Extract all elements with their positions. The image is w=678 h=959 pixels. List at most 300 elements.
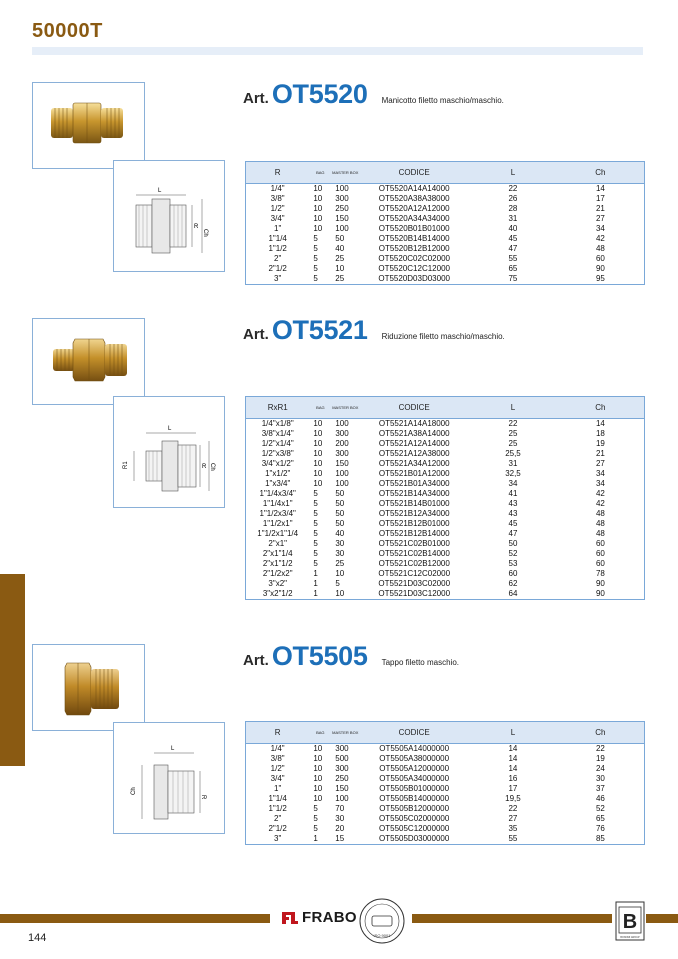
- table-cell-code: OT5521B01A34000: [378, 479, 450, 488]
- table-cell-bag: 5: [313, 549, 318, 558]
- table-cell-master: 300: [335, 764, 349, 773]
- table-cell-master: 100: [335, 794, 349, 803]
- technical-drawing-ot5520: [113, 160, 225, 272]
- table-cell-size: 1"1/4: [246, 234, 310, 244]
- table-cell-ch: 19: [557, 754, 645, 764]
- table-cell-code: OT5521C02B12000: [378, 559, 450, 568]
- table-cell-l: 75: [469, 274, 557, 285]
- table-cell-size: 3/4": [246, 774, 310, 784]
- table-cell-size: 2"1/2: [246, 264, 310, 274]
- table-cell-size: 3/4": [246, 214, 310, 224]
- footer-bar: [646, 914, 678, 923]
- table-row: [246, 429, 645, 439]
- table-cell-master: 50: [335, 234, 345, 243]
- table-cell-l: 53: [508, 559, 518, 568]
- table-cell-size: 1"1/4: [246, 794, 310, 804]
- table-row: [246, 489, 645, 499]
- table-cell-l: 45: [508, 234, 518, 243]
- table-cell-bag: 5: [309, 274, 331, 285]
- column-header: CODICE: [359, 397, 469, 419]
- table-cell-size: 2"1/2x2": [246, 569, 310, 579]
- table-cell-code: OT5520A14A14000: [378, 184, 450, 193]
- technical-drawing-ot5505: [113, 722, 225, 834]
- table-cell-ch: 34: [557, 479, 645, 489]
- table-cell-bag: 5: [313, 804, 318, 813]
- table-cell-size: 1"1/2x1": [246, 519, 310, 529]
- spec-table-ot5520: [245, 161, 645, 285]
- table-cell-code: OT5505A12000000: [379, 764, 450, 773]
- table-cell-master: 30: [335, 814, 345, 823]
- table-cell-ch: 90: [557, 264, 645, 274]
- table-cell-code: OT5505B01000000: [379, 784, 450, 793]
- table-cell-l: 14: [508, 764, 518, 773]
- table-row: [246, 764, 645, 774]
- table-cell-code: OT5505A14000000: [379, 744, 450, 753]
- column-header: BAG: [309, 722, 331, 744]
- article-heading-ot5505: [243, 641, 459, 672]
- table-cell-bag: 10: [313, 429, 323, 438]
- table-cell-l: 25: [508, 429, 518, 438]
- table-cell-bag: 10: [313, 459, 323, 468]
- column-header: R: [246, 722, 310, 744]
- table-cell-code: OT5521A12A38000: [378, 449, 450, 458]
- table-cell-l: 16: [508, 774, 518, 783]
- series-title: 50000T: [32, 20, 103, 42]
- table-cell-master: 150: [335, 214, 349, 223]
- table-cell-code: OT5505A34000000: [379, 774, 450, 783]
- group-badge-text: BONOMI GROUP: [620, 936, 640, 939]
- dim-label-r: R: [200, 795, 206, 800]
- table-cell-bag: 5: [313, 264, 318, 273]
- product-photo-ot5505: [32, 644, 145, 731]
- table-cell-l: 43: [508, 499, 518, 508]
- table-row: [246, 509, 645, 519]
- column-header: MASTER BOX: [331, 162, 359, 184]
- table-cell-code: OT5521A38A14000: [378, 429, 450, 438]
- column-header: MASTER BOX: [331, 397, 359, 419]
- table-cell-size: 1"1/2x1"1/4: [246, 529, 310, 539]
- table-cell-l: 55: [469, 834, 557, 845]
- table-cell-l: 25: [508, 439, 518, 448]
- table-cell-ch: 34: [557, 224, 645, 234]
- table-cell-ch: 95: [557, 274, 645, 285]
- table-cell-code: OT5505D03000000: [359, 834, 469, 845]
- dim-label-l: L: [171, 746, 175, 752]
- table-cell-ch: 90: [557, 589, 645, 600]
- column-header: CODICE: [359, 722, 469, 744]
- table-cell-l: 31: [508, 459, 518, 468]
- table-cell-l: 60: [508, 569, 518, 578]
- table-cell-bag: 10: [313, 794, 323, 803]
- table-cell-master: 40: [335, 529, 345, 538]
- table-cell-bag: 10: [313, 754, 323, 763]
- table-cell-ch: 17: [557, 194, 645, 204]
- table-cell-code: OT5505C02000000: [379, 814, 450, 823]
- table-cell-size: 2"x1"1/4: [246, 549, 310, 559]
- table-cell-size: 2"x1"1/2: [246, 559, 310, 569]
- table-cell-l: 52: [508, 549, 518, 558]
- table-row: [246, 579, 645, 589]
- table-cell-size: 2"x1": [246, 539, 310, 549]
- table-cell-code: OT5521B12B01000: [378, 519, 450, 528]
- table-cell-ch: 76: [557, 824, 645, 834]
- table-row: [246, 744, 645, 755]
- table-header-row: [246, 722, 645, 744]
- table-cell-master: 50: [335, 519, 345, 528]
- table-cell-size: 1"1/2: [246, 244, 310, 254]
- table-cell-bag: 1: [309, 834, 331, 845]
- table-row: [246, 814, 645, 824]
- table-cell-ch: 34: [557, 469, 645, 479]
- table-cell-code: OT5521D03C12000: [359, 589, 469, 600]
- table-cell-master: 500: [335, 754, 349, 763]
- table-cell-ch: 60: [557, 559, 645, 569]
- table-cell-ch: 48: [557, 529, 645, 539]
- table-cell-bag: 10: [313, 194, 323, 203]
- table-cell-size: 2": [246, 814, 310, 824]
- art-prefix: Art.: [243, 326, 269, 343]
- table-cell-ch: 21: [557, 449, 645, 459]
- table-row: [246, 419, 645, 430]
- table-cell-master: 10: [335, 264, 345, 273]
- table-cell-size: 1/2"x1/4": [246, 439, 310, 449]
- art-code: OT5521: [271, 315, 368, 345]
- column-header: BAG: [309, 397, 331, 419]
- table-cell-l: 32,5: [505, 469, 521, 478]
- table-cell-l: 26: [508, 194, 518, 203]
- table-cell-ch: 22: [557, 744, 645, 755]
- table-cell-master: 250: [335, 774, 349, 783]
- table-cell-l: 62: [508, 579, 518, 588]
- table-cell-l: 31: [508, 214, 518, 223]
- dim-label-l: L: [158, 188, 162, 194]
- dim-label-r: R: [194, 224, 199, 230]
- product-photo-ot5521: [32, 318, 145, 405]
- table-cell-bag: 5: [313, 509, 318, 518]
- table-cell-ch: 37: [557, 784, 645, 794]
- technical-drawing-ot5521: [113, 396, 225, 508]
- table-cell-ch: 60: [557, 539, 645, 549]
- table-cell-bag: 10: [313, 479, 323, 488]
- table-cell-ch: 42: [557, 489, 645, 499]
- table-cell-l: 34: [508, 479, 518, 488]
- table-cell-size: 3/4"x1/2": [246, 459, 310, 469]
- table-cell-master: 25: [331, 274, 359, 285]
- table-cell-ch: 60: [557, 549, 645, 559]
- column-header: RxR1: [246, 397, 310, 419]
- table-cell-l: 50: [508, 539, 518, 548]
- table-cell-master: 15: [331, 834, 359, 845]
- table-row: [246, 214, 645, 224]
- table-cell-l: 45: [508, 519, 518, 528]
- table-cell-ch: 27: [557, 214, 645, 224]
- table-cell-bag: 10: [313, 184, 323, 193]
- dim-label-r1: R1: [123, 461, 129, 469]
- table-cell-code: OT5520D03D03000: [359, 274, 469, 285]
- table-cell-master: 70: [335, 804, 345, 813]
- table-cell-size: 1": [246, 784, 310, 794]
- table-cell-l: 14: [508, 754, 518, 763]
- table-cell-master: 150: [335, 459, 349, 468]
- table-row: [246, 804, 645, 814]
- table-cell-code: OT5521B14A34000: [378, 489, 450, 498]
- seal-text: ISO 9001: [373, 933, 391, 938]
- table-cell-size: 3"x2"1/2: [246, 589, 310, 600]
- table-row: [246, 529, 645, 539]
- table-cell-l: 55: [508, 254, 518, 263]
- table-row: [246, 539, 645, 549]
- spec-table-ot5521: [245, 396, 645, 600]
- table-cell-size: 1": [246, 224, 310, 234]
- table-cell-master: 50: [335, 509, 345, 518]
- table-cell-l: 41: [508, 489, 518, 498]
- table-cell-size: 1"1/2: [246, 804, 310, 814]
- table-cell-bag: 10: [313, 784, 323, 793]
- table-cell-bag: 5: [313, 529, 318, 538]
- table-cell-size: 2"1/2: [246, 824, 310, 834]
- table-cell-bag: 5: [313, 499, 318, 508]
- table-cell-bag: 10: [313, 214, 323, 223]
- product-photo-ot5520: [32, 82, 145, 169]
- table-row: [246, 834, 645, 845]
- table-cell-ch: 24: [557, 764, 645, 774]
- table-row: [246, 274, 645, 285]
- table-cell-l: 22: [508, 804, 518, 813]
- column-header: Ch: [557, 722, 645, 744]
- table-cell-size: 3": [246, 834, 310, 845]
- table-cell-l: 65: [508, 264, 518, 273]
- dim-label-ch: Ch: [202, 229, 208, 237]
- art-prefix: Art.: [243, 652, 269, 669]
- table-cell-l: 27: [508, 814, 518, 823]
- table-row: [246, 459, 645, 469]
- table-row: [246, 589, 645, 600]
- table-cell-size: 1/4"x1/8": [246, 419, 310, 430]
- table-cell-code: OT5520B12B12000: [378, 244, 450, 253]
- article-heading-ot5521: [243, 315, 505, 346]
- column-header: Ch: [557, 162, 645, 184]
- table-cell-l: 25,5: [505, 449, 521, 458]
- table-cell-l: 17: [508, 784, 518, 793]
- table-row: [246, 194, 645, 204]
- table-row: [246, 499, 645, 509]
- table-cell-size: 3/8": [246, 754, 310, 764]
- table-cell-ch: 48: [557, 519, 645, 529]
- table-cell-size: 3": [246, 274, 310, 285]
- column-header: L: [469, 162, 557, 184]
- table-cell-master: 50: [335, 489, 345, 498]
- table-cell-size: 1"x3/4": [246, 479, 310, 489]
- table-cell-master: 150: [335, 784, 349, 793]
- table-cell-code: OT5505B14000000: [379, 794, 450, 803]
- table-cell-l: 19,5: [505, 794, 521, 803]
- group-badge-icon: [615, 901, 645, 941]
- table-cell-master: 10: [335, 569, 345, 578]
- table-cell-size: 3/8"x1/4": [246, 429, 310, 439]
- table-cell-master: 25: [335, 254, 345, 263]
- table-cell-code: OT5520C02C02000: [378, 254, 450, 263]
- table-cell-size: 1"1/2x3/4": [246, 509, 310, 519]
- table-cell-bag: 1: [313, 579, 318, 588]
- table-cell-master: 100: [335, 184, 349, 193]
- table-cell-bag: 5: [313, 489, 318, 498]
- table-cell-bag: 10: [313, 774, 323, 783]
- table-cell-bag: 5: [313, 559, 318, 568]
- table-cell-master: 100: [335, 419, 349, 428]
- table-cell-size: 3/8": [246, 194, 310, 204]
- table-cell-master: 300: [335, 449, 349, 458]
- table-cell-code: OT5520B14B14000: [378, 234, 450, 243]
- table-cell-size: 3"x2": [246, 579, 310, 589]
- table-cell-bag: 10: [313, 764, 323, 773]
- column-header: R: [246, 162, 310, 184]
- table-cell-master: 50: [335, 499, 345, 508]
- table-row: [246, 559, 645, 569]
- table-cell-bag: 1: [309, 589, 331, 600]
- table-cell-ch: 48: [557, 509, 645, 519]
- table-cell-master: 300: [335, 429, 349, 438]
- art-description: Manicotto filetto maschio/maschio.: [381, 96, 504, 105]
- table-cell-code: OT5520A34A34000: [378, 214, 450, 223]
- table-cell-size: 1/2": [246, 204, 310, 214]
- table-cell-ch: 30: [557, 774, 645, 784]
- table-cell-code: OT5521B12A34000: [378, 509, 450, 518]
- art-description: Tappo filetto maschio.: [381, 658, 459, 667]
- table-cell-size: 1/2"x3/8": [246, 449, 310, 459]
- group-badge-letter: B: [622, 911, 638, 933]
- table-cell-l: 43: [508, 509, 518, 518]
- certification-seal-icon: [358, 897, 406, 945]
- table-cell-l: 22: [508, 184, 518, 193]
- table-cell-master: 300: [335, 194, 349, 203]
- table-row: [246, 184, 645, 195]
- table-cell-master: 300: [335, 744, 349, 753]
- table-cell-size: 1"x1/2": [246, 469, 310, 479]
- table-cell-bag: 5: [313, 814, 318, 823]
- table-cell-ch: 14: [557, 419, 645, 430]
- table-cell-ch: 85: [557, 834, 645, 845]
- table-row: [246, 449, 645, 459]
- table-cell-bag: 10: [313, 744, 323, 753]
- table-cell-code: OT5521C02B01000: [378, 539, 450, 548]
- table-cell-master: 25: [335, 559, 345, 568]
- art-code: OT5505: [271, 641, 368, 671]
- table-cell-l: 14: [508, 744, 518, 753]
- table-row: [246, 469, 645, 479]
- table-cell-code: OT5521A14A18000: [378, 419, 450, 428]
- table-cell-ch: 65: [557, 814, 645, 824]
- table-row: [246, 244, 645, 254]
- table-row: [246, 479, 645, 489]
- table-cell-bag: 1: [313, 569, 318, 578]
- table-cell-bag: 5: [313, 234, 318, 243]
- table-cell-size: 1"1/4x1": [246, 499, 310, 509]
- table-cell-master: 20: [335, 824, 345, 833]
- table-row: [246, 794, 645, 804]
- table-row: [246, 254, 645, 264]
- table-cell-l: 47: [508, 244, 518, 253]
- table-cell-bag: 10: [313, 469, 323, 478]
- table-cell-bag: 5: [313, 244, 318, 253]
- table-cell-bag: 5: [313, 539, 318, 548]
- table-cell-ch: 18: [557, 429, 645, 439]
- table-row: [246, 824, 645, 834]
- table-row: [246, 549, 645, 559]
- column-header: L: [469, 722, 557, 744]
- table-cell-code: OT5505B12000000: [379, 804, 450, 813]
- table-cell-bag: 5: [313, 824, 318, 833]
- dim-label-ch: Ch: [131, 787, 137, 795]
- table-cell-master: 200: [335, 439, 349, 448]
- table-cell-l: 28: [508, 204, 518, 213]
- table-cell-code: OT5505C12000000: [379, 824, 450, 833]
- table-row: [246, 519, 645, 529]
- table-cell-code: OT5521D03C02000: [378, 579, 451, 588]
- column-header: BAG: [309, 162, 331, 184]
- table-cell-master: 30: [335, 549, 345, 558]
- table-cell-l: 35: [508, 824, 518, 833]
- table-cell-code: OT5521B12B14000: [378, 529, 450, 538]
- table-cell-code: OT5521B01A12000: [378, 469, 450, 478]
- table-row: [246, 234, 645, 244]
- dim-label-l: L: [168, 426, 172, 432]
- art-description: Riduzione filetto maschio/maschio.: [381, 332, 505, 341]
- table-row: [246, 784, 645, 794]
- table-cell-ch: 46: [557, 794, 645, 804]
- art-code: OT5520: [271, 79, 368, 109]
- frabo-logo: [281, 909, 357, 926]
- table-cell-ch: 52: [557, 804, 645, 814]
- table-cell-master: 10: [331, 589, 359, 600]
- table-cell-size: 1/2": [246, 764, 310, 774]
- article-heading-ot5520: [243, 79, 504, 110]
- frabo-logo-text: FRABO: [302, 909, 357, 926]
- table-cell-l: 47: [508, 529, 518, 538]
- table-row: [246, 224, 645, 234]
- table-cell-bag: 10: [313, 419, 323, 428]
- table-cell-ch: 42: [557, 234, 645, 244]
- table-cell-code: OT5521C12C02000: [378, 569, 451, 578]
- table-cell-bag: 10: [313, 449, 323, 458]
- table-header-row: [246, 397, 645, 419]
- column-header: L: [469, 397, 557, 419]
- table-cell-size: 1/4": [246, 184, 310, 195]
- table-row: [246, 204, 645, 214]
- table-row: [246, 264, 645, 274]
- spec-table-ot5505: [245, 721, 645, 845]
- table-cell-code: OT5520C12C12000: [378, 264, 450, 273]
- table-cell-master: 100: [335, 479, 349, 488]
- table-cell-code: OT5505A38000000: [379, 754, 450, 763]
- column-header: Ch: [557, 397, 645, 419]
- table-cell-master: 250: [335, 204, 349, 213]
- table-cell-ch: 60: [557, 254, 645, 264]
- table-cell-l: 40: [508, 224, 518, 233]
- table-cell-bag: 10: [313, 439, 323, 448]
- frabo-mark-icon: [281, 910, 299, 925]
- table-row: [246, 754, 645, 764]
- table-cell-bag: 10: [313, 224, 323, 233]
- table-cell-bag: 10: [313, 204, 323, 213]
- table-cell-size: 1/4": [246, 744, 310, 755]
- table-cell-ch: 19: [557, 439, 645, 449]
- dim-label-ch: Ch: [209, 463, 215, 471]
- table-cell-ch: 90: [557, 579, 645, 589]
- table-cell-bag: 5: [313, 254, 318, 263]
- table-cell-l: 22: [508, 419, 518, 428]
- table-row: [246, 569, 645, 579]
- table-cell-master: 100: [335, 224, 349, 233]
